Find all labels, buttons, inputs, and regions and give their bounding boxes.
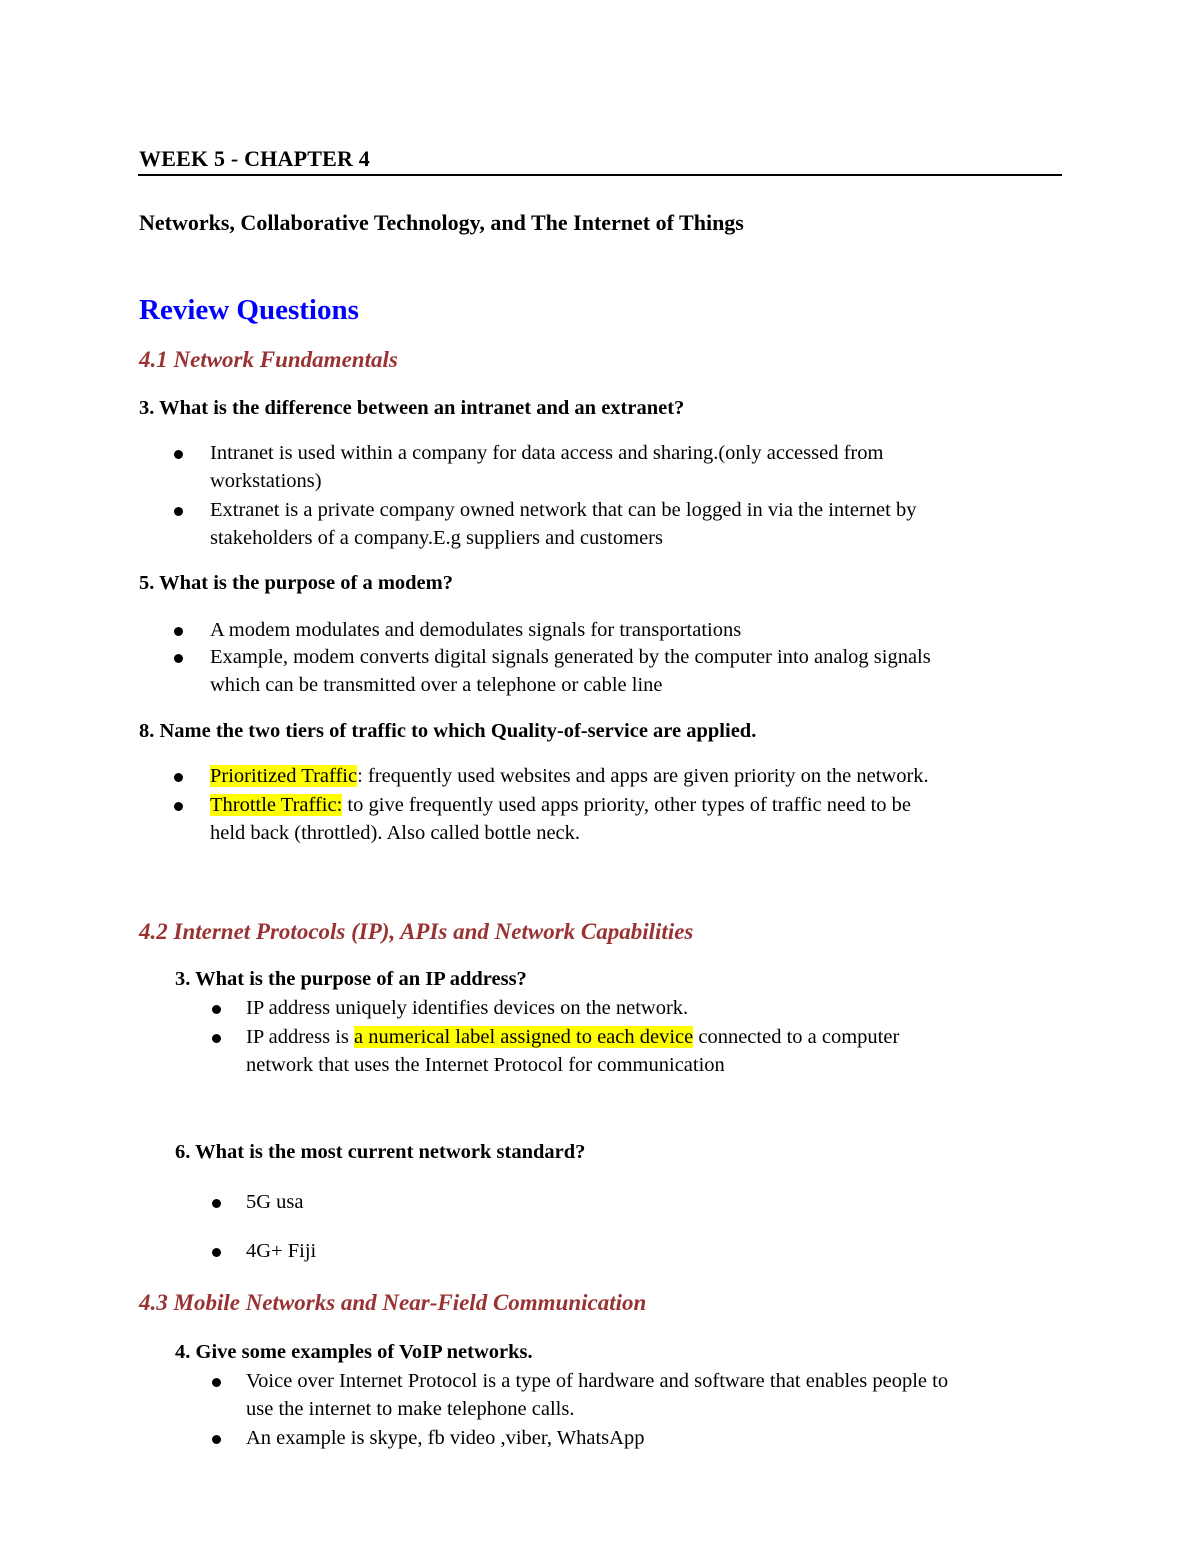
review-questions-heading: Review Questions xyxy=(139,294,359,326)
bullet-icon xyxy=(174,450,183,459)
list-item: Example, modem converts digital signals generated by the computer into analog signals xyxy=(210,646,931,668)
question-voip-examples: 4. Give some examples of VoIP networks. xyxy=(175,1341,533,1363)
bullet-icon xyxy=(212,1248,221,1257)
bullet-icon xyxy=(212,1005,221,1014)
list-item xyxy=(210,794,911,817)
list-item xyxy=(210,765,929,788)
bullet-icon xyxy=(174,773,183,782)
section-heading-4-1: 4.1 Network Fundamentals xyxy=(139,347,398,372)
section-heading-4-3: 4.3 Mobile Networks and Near-Field Communication xyxy=(139,1290,647,1315)
bullet-icon xyxy=(174,627,183,636)
bullet-icon xyxy=(174,802,183,811)
list-item-continued: held back (throttled). Also called bottle neck. xyxy=(210,822,581,844)
list-item: 4G+ Fiji xyxy=(246,1240,317,1262)
highlighted-term: Throttle Traffic: xyxy=(210,794,343,816)
question-ip-address: 3. What is the purpose of an IP address? xyxy=(175,968,527,990)
question-qos-tiers: 8. Name the two tiers of traffic to which Quality-of-service are applied. xyxy=(139,720,757,742)
bullet-icon xyxy=(212,1199,221,1208)
bullet-icon xyxy=(212,1435,221,1444)
highlighted-term: Prioritized Traffic xyxy=(210,765,358,787)
list-item-continued: use the internet to make telephone calls. xyxy=(246,1398,575,1420)
list-item-continued: workstations) xyxy=(210,470,322,492)
list-item: An example is skype, fb video ,viber, WhatsApp xyxy=(246,1427,645,1449)
list-item: Voice over Internet Protocol is a type of hardware and software that enables people to xyxy=(246,1370,949,1392)
list-item-text: IP address is xyxy=(246,1026,354,1048)
list-item: Intranet is used within a company for data access and sharing.(only accessed from xyxy=(210,442,884,464)
question-modem: 5. What is the purpose of a modem? xyxy=(139,572,453,594)
list-item: 5G usa xyxy=(246,1191,304,1213)
list-item: Extranet is a private company owned network that can be logged in via the internet by xyxy=(210,499,917,521)
question-network-standard: 6. What is the most current network standard? xyxy=(175,1141,586,1163)
title-underline xyxy=(138,174,1062,176)
list-item-text: connected to a computer xyxy=(693,1026,900,1048)
bullet-icon xyxy=(174,507,183,516)
bullet-icon xyxy=(212,1378,221,1387)
highlighted-term: a numerical label assigned to each device xyxy=(354,1026,694,1048)
section-heading-4-2: 4.2 Internet Protocols (IP), APIs and Network Capabilities xyxy=(139,919,694,944)
list-item-continued: network that uses the Internet Protocol for communication xyxy=(246,1054,725,1076)
list-item: IP address uniquely identifies devices on the network. xyxy=(246,997,689,1019)
list-item xyxy=(246,1026,899,1049)
list-item-continued: stakeholders of a company.E.g suppliers and customers xyxy=(210,527,663,549)
list-item-continued: which can be transmitted over a telephone or cable line xyxy=(210,674,663,696)
list-item-text: to give frequently used apps priority, other types of traffic need to be xyxy=(342,794,912,816)
list-item: A modem modulates and demodulates signals for transportations xyxy=(210,619,742,641)
week-title: WEEK 5 - CHAPTER 4 xyxy=(139,146,370,171)
bullet-icon xyxy=(174,654,183,663)
list-item-text: : frequently used websites and apps are given priority on the network. xyxy=(357,765,929,787)
chapter-subtitle: Networks, Collaborative Technology, and The Internet of Things xyxy=(139,210,744,235)
question-intranet-extranet: 3. What is the difference between an intranet and an extranet? xyxy=(139,397,685,419)
bullet-icon xyxy=(212,1034,221,1043)
